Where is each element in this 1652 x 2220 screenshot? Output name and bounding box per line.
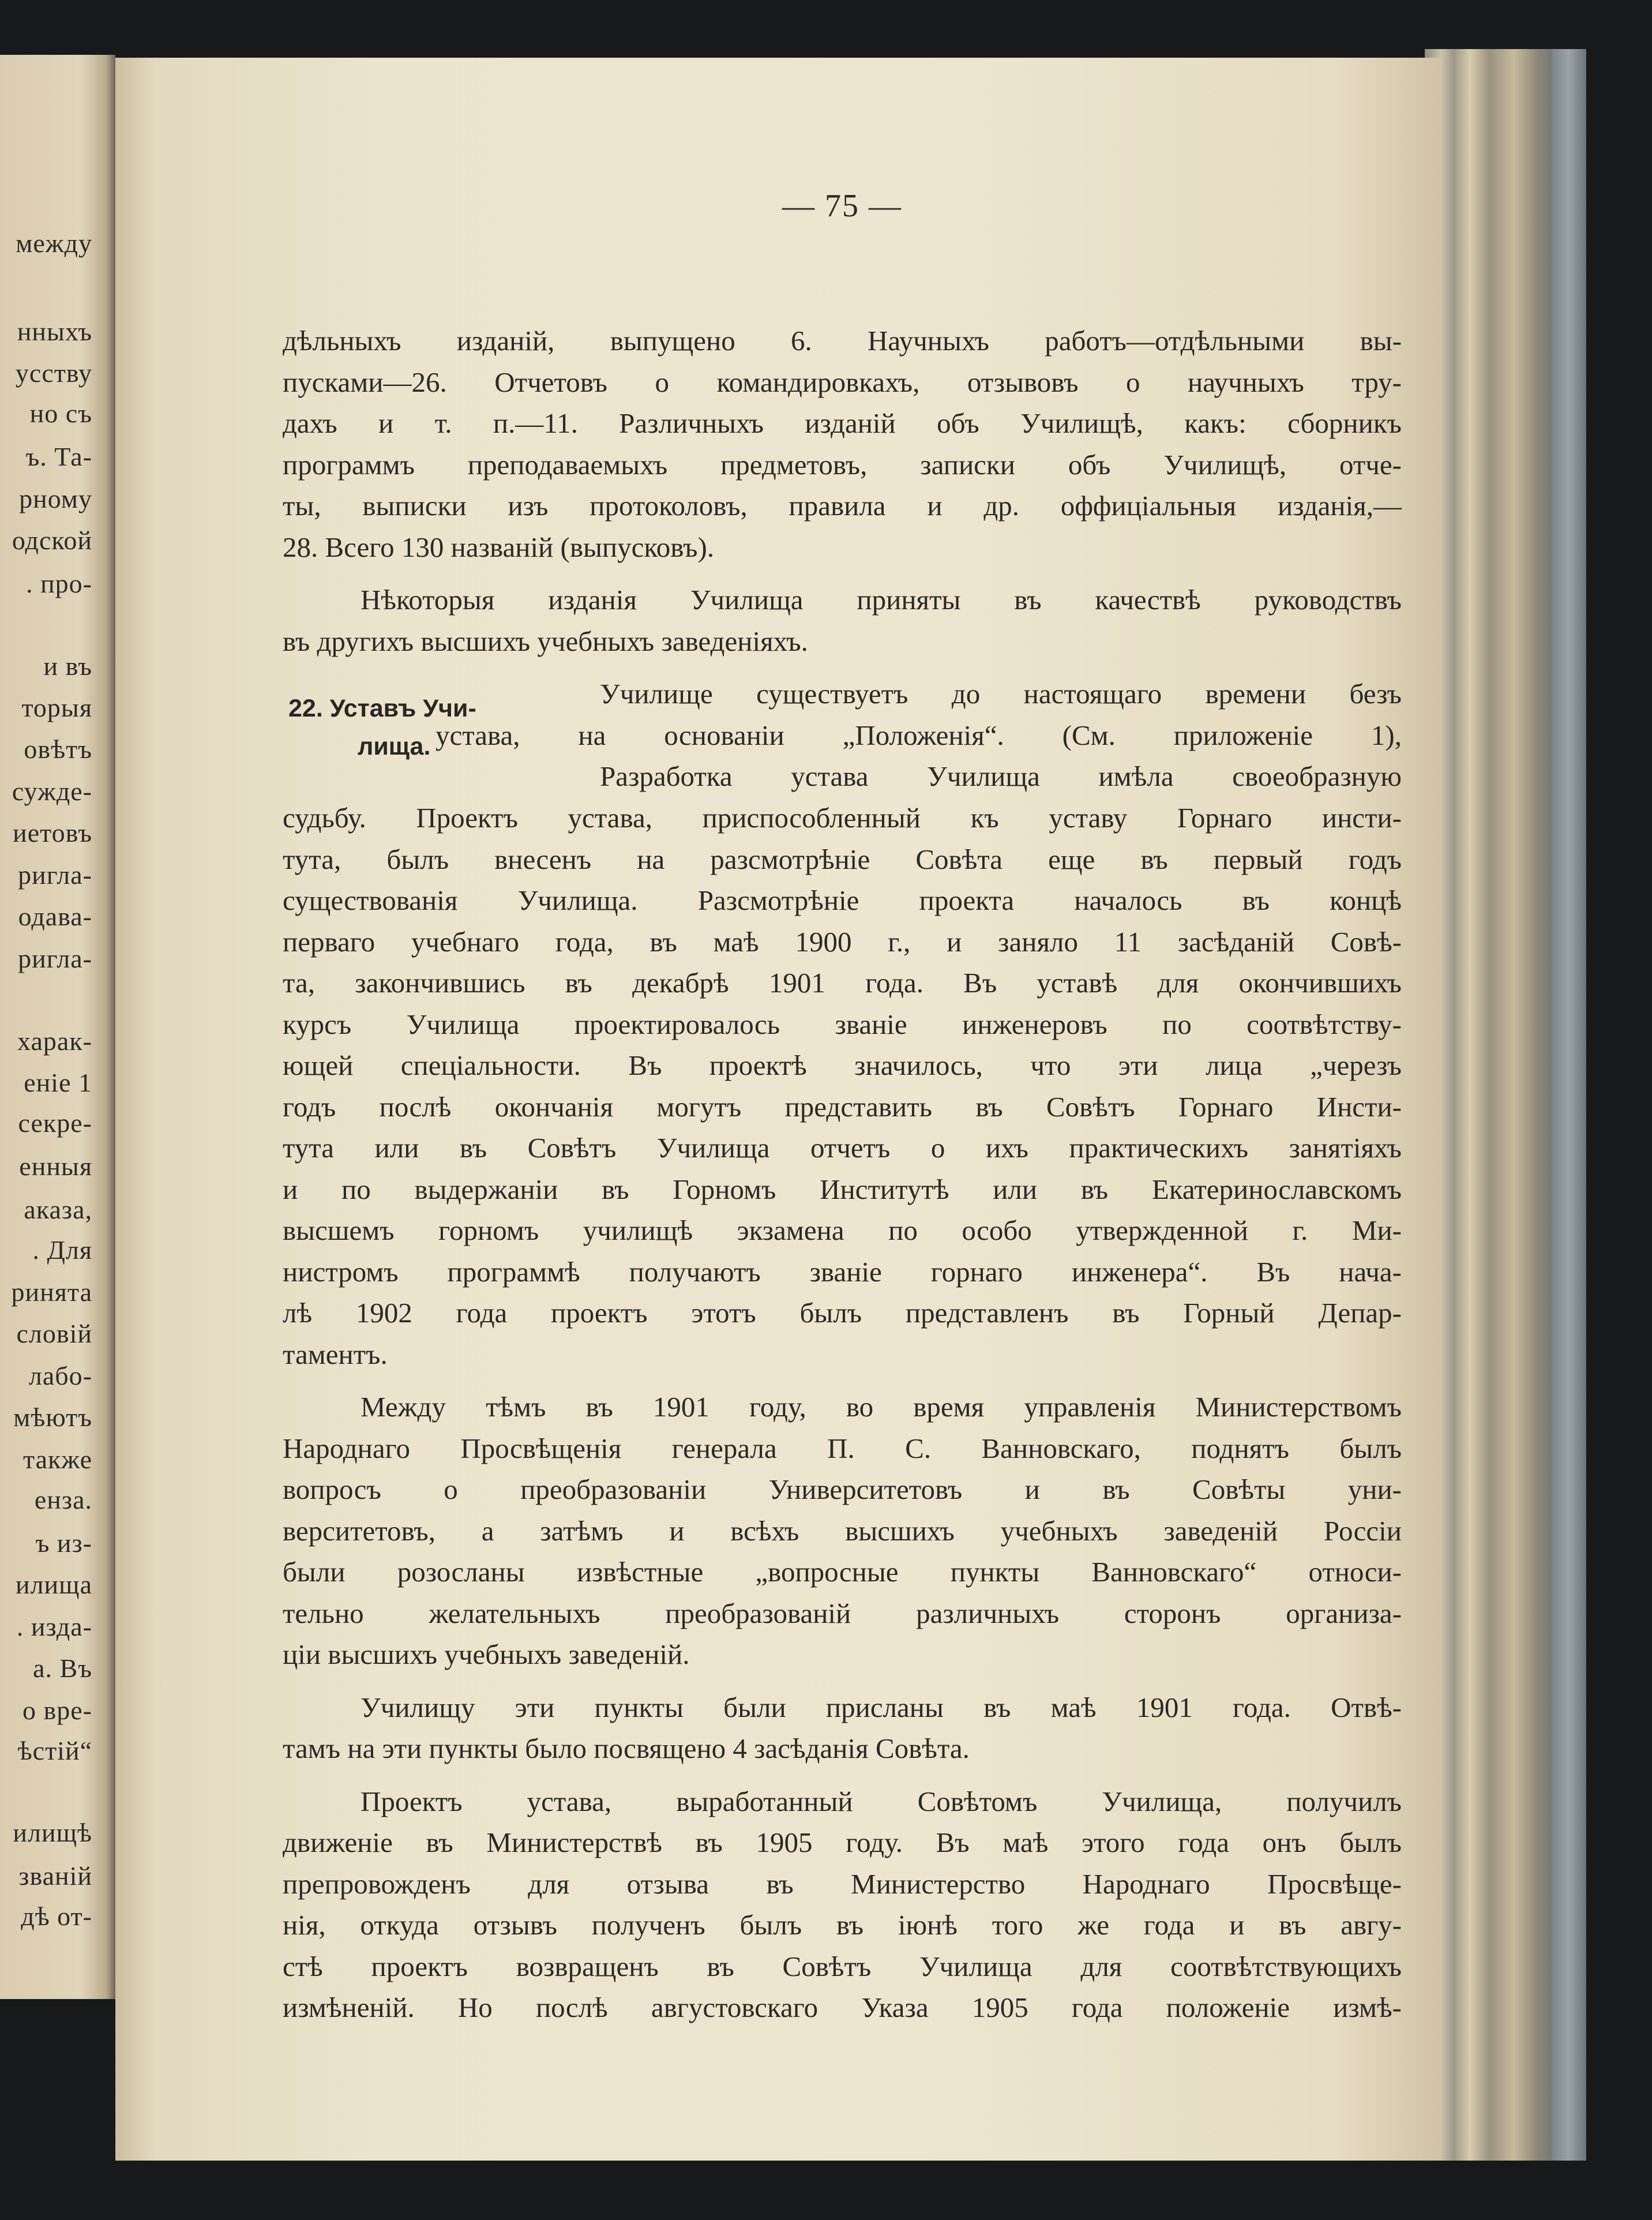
paragraph-1 <box>283 320 1402 568</box>
left-page-text-fragment: усству <box>15 358 92 388</box>
text-line: тута или въ Совѣтъ Училища отчетъ о ихъ практическихъ занятіяхъ <box>283 1132 1402 1164</box>
text-line: Нѣкоторыя изданія Училища приняты въ качествѣ руководствъ <box>361 584 1402 616</box>
text-line: тамъ на эти пункты было посвящено 4 засѣданія Совѣта. <box>283 1732 970 1764</box>
left-page-text-fragment: енза. <box>34 1485 92 1514</box>
left-page-text-fragment: но съ <box>29 399 92 428</box>
text-line: Разработка устава Училища имѣла своеобразную <box>600 760 1402 792</box>
section-22-heading <box>283 673 1402 797</box>
text-line: Между тѣмъ въ 1901 году, во время управленія Министерствомъ <box>361 1391 1402 1423</box>
left-page-text-fragment: лабо- <box>28 1361 92 1390</box>
page-number: — 75 — <box>782 188 902 224</box>
text-line: та, закончившись въ декабрѣ 1901 года. Въ уставѣ для окончившихъ <box>283 967 1402 999</box>
text-line: перваго учебнаго года, въ маѣ 1900 г., и заняло 11 засѣданій Совѣ- <box>283 925 1402 958</box>
text-line: тута, былъ внесенъ на разсмотрѣніе Совѣта еще въ первый годъ <box>283 843 1402 875</box>
left-page-text-fragment: . про- <box>26 569 92 598</box>
text-line: дахъ и т. п.—11. Различныхъ изданій объ Училищѣ, какъ: сборникъ <box>283 407 1402 439</box>
left-page-text-fragment: а. Въ <box>33 1653 92 1683</box>
paragraph-4 <box>283 1386 1402 1675</box>
book-cover-edge <box>1552 49 1586 2161</box>
section-label-line-2: лища. <box>358 733 431 760</box>
left-page-text-fragment: иетовъ <box>13 818 92 847</box>
text-line: 28. Всего 130 названій (выпусковъ). <box>283 531 715 563</box>
book-page <box>115 58 1442 2161</box>
left-page-text-fragment: ринята <box>11 1277 92 1307</box>
text-line: Училищу эти пункты были присланы въ маѣ 1901 года. Отвѣ- <box>361 1691 1402 1723</box>
left-page-text-fragment: ъ из- <box>35 1528 92 1558</box>
left-page-text-fragment: словій <box>16 1319 92 1348</box>
text-line: пусками—26. Отчетовъ о командировкахъ, отзывовъ о научныхъ тру- <box>283 366 1402 398</box>
left-page-text-fragment: аказа, <box>24 1195 92 1224</box>
text-line: высшемъ горномъ училищѣ экзамена по особо утвержденной г. Ми- <box>283 1214 1402 1246</box>
left-page-text-fragment: ъ. Та- <box>25 442 92 471</box>
left-page-text-fragment: енныя <box>19 1152 92 1181</box>
paragraph-5 <box>283 1687 1402 1769</box>
text-line: движеніе въ Министерствѣ въ 1905 году. Въ маѣ этого года онъ былъ <box>283 1827 1402 1858</box>
paragraph-6 <box>283 1781 1402 2028</box>
left-page-text-fragment: нныхъ <box>17 317 92 346</box>
text-line: таментъ. <box>283 1338 388 1370</box>
text-line: лѣ 1902 года проектъ этотъ былъ представленъ въ Горный Депар- <box>283 1297 1402 1329</box>
left-page-text-fragment: илища <box>15 1570 92 1599</box>
left-page-text-fragment: еніе 1 <box>24 1068 92 1097</box>
left-page-text-fragment: званій <box>18 1861 92 1891</box>
text-line: вопросъ о преобразованіи Университетовъ и въ Совѣты уни- <box>283 1473 1402 1505</box>
text-line: измѣненій. Но послѣ августовскаго Указа 1905 года положеніе измѣ- <box>283 1992 1402 2023</box>
left-page-text-fragment: ригла- <box>18 860 92 890</box>
left-page-text-fragment: ригла- <box>18 944 92 973</box>
text-line: препровожденъ для отзыва въ Министерство Народнаго Просвѣще- <box>283 1867 1402 1900</box>
text-line: верситетовъ, а затѣмъ и всѣхъ высшихъ учебныхъ заведеній Россіи <box>283 1514 1402 1547</box>
text-line: программъ преподаваемыхъ предметовъ, записки объ Училищѣ, отче- <box>283 448 1402 481</box>
text-line: дѣльныхъ изданій, выпущено 6. Научныхъ работъ—отдѣльными вы- <box>283 325 1402 357</box>
left-page-text-fragment: торыя <box>21 693 92 722</box>
left-page-text-fragment: и въ <box>43 651 92 681</box>
text-line: курсъ Училища проектировалось званіе инженеровъ по соотвѣтству- <box>283 1008 1402 1040</box>
text-line: и по выдержаніи въ Горномъ Институтѣ или въ Екатеринославскомъ <box>283 1173 1402 1205</box>
left-page-text-fragment: о вре- <box>22 1696 92 1725</box>
left-page-text-fragment: . изда- <box>16 1612 92 1641</box>
section-opening-text <box>435 673 1402 797</box>
page-body <box>283 320 1402 2028</box>
text-line: нія, откуда отзывъ полученъ былъ въ іюнѣ того же года и въ авгу- <box>283 1909 1402 1941</box>
text-line: нистромъ программѣ получаютъ званіе горнаго инженера“. Въ нача- <box>283 1255 1402 1288</box>
left-page-text-fragment: одава- <box>18 902 92 931</box>
text-line: стѣ проектъ возвращенъ въ Совѣтъ Училища для соотвѣтствующихъ <box>283 1950 1402 1982</box>
text-line: Народнаго Просвѣщенія генерала П. С. Ванновскаго, поднятъ былъ <box>283 1432 1402 1464</box>
left-page-text-fragment: секре- <box>18 1108 92 1138</box>
text-line: устава, на основаніи „Положенія“. (См. приложеніе 1), <box>435 719 1402 751</box>
left-page-text-fragment: овѣтъ <box>24 734 92 764</box>
left-page-text-fragment: одской <box>12 526 92 555</box>
section-label-line-1: 22. Уставъ Учи- <box>288 695 476 722</box>
left-page-text-fragment: харак- <box>17 1026 92 1056</box>
paragraph-3 <box>283 797 1402 1375</box>
text-line: годъ послѣ окончанія могутъ представить въ Совѣтъ Горнаго Инсти- <box>283 1090 1402 1123</box>
left-page-text-fragment: мѣютъ <box>13 1402 92 1432</box>
text-line: ты, выписки изъ протоколовъ, правила и др. оффиціальныя изданія,— <box>283 490 1402 522</box>
left-page-edge <box>0 55 115 1999</box>
left-page-text-fragment: рному <box>19 484 92 513</box>
left-page-text-fragment: дѣ от- <box>21 1902 92 1931</box>
left-page-text-fragment: между <box>16 228 92 258</box>
text-line: Училище существуетъ до настоящаго времени безъ <box>600 678 1402 710</box>
left-page-text-fragment: . Для <box>32 1235 92 1265</box>
text-line: Проектъ устава, выработанный Совѣтомъ Училища, получилъ <box>361 1785 1402 1817</box>
paragraph-2 <box>283 579 1402 662</box>
text-line: ціи высшихъ учебныхъ заведеній. <box>283 1638 690 1670</box>
text-line: существованія Училища. Разсмотрѣніе проекта началось въ концѣ <box>283 884 1402 916</box>
text-line: были розосланы извѣстные „вопросные пункты Ванновскаго“ относи- <box>283 1556 1402 1588</box>
left-page-text-fragment: сужде- <box>12 777 92 806</box>
left-page-text-fragment: также <box>22 1445 92 1474</box>
left-page-text-fragment: илищѣ <box>13 1818 92 1847</box>
text-line: ющей спеціальности. Въ проектѣ значилось, что эти лица „черезъ <box>283 1049 1402 1081</box>
text-line: судьбу. Проектъ устава, приспособленный къ уставу Горнаго инсти- <box>283 802 1402 834</box>
left-page-text-fragment: ѣстій“ <box>17 1736 92 1765</box>
text-line: въ другихъ высшихъ учебныхъ заведеніяхъ. <box>283 625 808 657</box>
text-line: тельно желательныхъ преобразованій различныхъ сторонъ организа- <box>283 1597 1402 1629</box>
